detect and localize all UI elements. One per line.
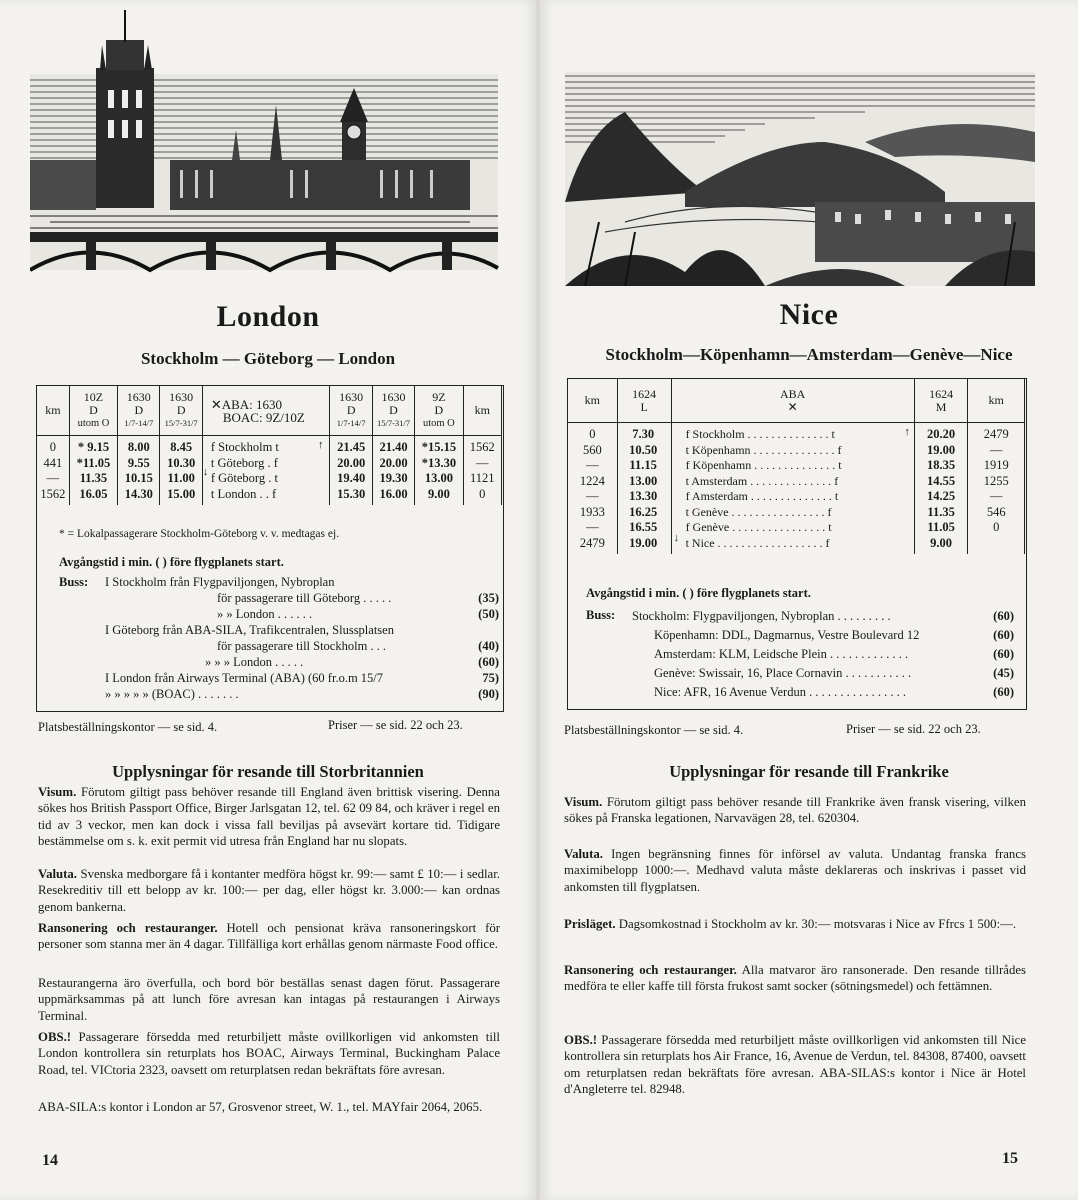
flight-type: D	[389, 403, 398, 417]
bus-line-text: för passagerare till Stockholm . . .	[217, 639, 387, 653]
bus-line-text: » » » London . . . . .	[205, 655, 304, 669]
timetable-notes	[586, 585, 1014, 702]
km-value: 0	[993, 520, 1000, 534]
para-text: Förutom giltigt pass behöver resande till England även brittisk visering. Denna sökes hos British Passport Office, Birger Jarlsgatan 12, tel. 62 09 84, och kräver i regel en tid av 3 veckor, men kan dock i vissa fall beviljas på avsevärt kortare tid. Tidigare bestämmelse om s. k. exit permit vid utresa från England har nu slopats.	[38, 785, 500, 849]
airline-line: ABA	[780, 386, 806, 401]
km-value: 1121	[470, 471, 495, 485]
time-value: * 9.15	[77, 440, 110, 454]
time-value: 11.35	[79, 471, 108, 485]
prices-ref: Priser — se sid. 22 och 23.	[846, 722, 981, 736]
flight-number: 1624	[632, 386, 657, 401]
time-value: 9.55	[127, 455, 150, 470]
para-lead: Valuta.	[564, 847, 603, 861]
flight-type: D	[434, 403, 444, 417]
bus-line-text: I London från Airways Terminal (ABA) (60 fr.o.m 15/7	[105, 671, 384, 685]
para-lead: Visum.	[564, 795, 603, 809]
booking-ref: Platsbeställningskontor — se sid. 4.	[38, 720, 218, 734]
km-header-left: km	[568, 379, 618, 423]
station-name: f Genève . . . . . . . . . . . . . . . . t	[685, 520, 832, 534]
info-visa	[564, 794, 1026, 827]
time-column	[617, 423, 671, 555]
route-heading: Stockholm—Köpenhamn—Amsterdam—Genève—Nice	[605, 345, 1013, 364]
km-column	[37, 436, 70, 506]
station-name: t Göteborg . f	[210, 455, 278, 470]
km-value: 1919	[983, 458, 1009, 472]
flight-header	[617, 379, 671, 423]
bus-line-text: I Stockholm från Flygpaviljongen, Nybroplan	[105, 575, 335, 589]
flight-type: D	[89, 403, 98, 417]
bus-label: Buss:	[586, 608, 616, 622]
para-text: Alla matvaror äro ransonerade. Den resande tillrådes medföra te eller kaffe till första frukost samt socker (sötningsmedel) och fettämnen.	[564, 963, 1027, 994]
station-name: f Stockholm t	[210, 440, 279, 454]
bus-line	[105, 654, 498, 670]
para-lead: Ransonering och restauranger.	[564, 963, 737, 977]
bus-line-minutes: (90)	[478, 687, 499, 701]
flight-header	[69, 386, 117, 436]
station-name: t Nice . . . . . . . . . . . . . . . . . . f	[685, 535, 830, 550]
airline-line: ✕ABA: 1630	[210, 396, 283, 412]
time-value: 16.00	[379, 486, 408, 501]
info-visa	[38, 784, 500, 850]
bus-line-minutes: (60)	[993, 647, 1014, 661]
station-name: f Göteborg . t	[210, 471, 278, 485]
info-restaurants	[38, 975, 500, 1024]
flight-type: D	[176, 403, 186, 417]
bus-line-text: för passagerare till Göteborg . . . . .	[217, 591, 392, 605]
bus-line	[632, 626, 1014, 645]
bus-line	[105, 574, 498, 590]
station-name: t Genève . . . . . . . . . . . . . . . . f	[685, 504, 832, 519]
bus-line	[632, 664, 1014, 683]
para-text: Passagerare försedda med returbiljett måste ovillkorligen vid ankomsten till Nice kontrollera sin returplats hos Air France, 16, Avenue de Verdun, tel. 84308, 87400, oavsett om returplatsen redan bekräftats före avresan. ABA-SILAS:s kontor i Nice är Hotel d'Angleterre tel. 82948.	[564, 1033, 1026, 1097]
km-column	[968, 423, 1025, 555]
info-currency	[564, 846, 1026, 895]
info-heading: Upplysningar för resande till Storbritannien	[112, 762, 424, 781]
km-value: 2479	[983, 427, 1009, 441]
km-value: 560	[582, 442, 602, 457]
footnote: * = Lokalpassagerare Stockholm-Göteborg v. v. medtagas ej.	[59, 528, 340, 540]
flight-note: 15/7-31/7	[376, 418, 411, 428]
km-value: —	[586, 489, 599, 503]
time-value: 16.25	[629, 504, 658, 519]
direction-arrow-down-icon: ↓	[673, 532, 680, 544]
km-value: 1562	[40, 486, 66, 501]
bus-line-text: I Göteborg från ABA-SILA, Trafikcentralen, Slussplatsen	[105, 623, 394, 637]
flight-type: M	[935, 399, 947, 414]
flight-type: D	[346, 403, 356, 417]
bus-line-minutes: (35)	[478, 591, 499, 605]
time-value: 10.50	[629, 442, 658, 457]
bus-line	[632, 645, 1014, 664]
flight-number: 1630	[169, 390, 194, 404]
station-name: t Köpenhamn . . . . . . . . . . . . . . f	[685, 442, 842, 457]
para-text: Passagerare försedda med returbiljett måste ovillkorligen vid ankomsten till London kontrollera sin returplats hos BOAC, Airways Terminal, Buckingham Palace Road, tel. VICtoria 2323, oavsett om returplatsen redan bekräftats före avresan.	[38, 1030, 500, 1077]
time-value: 21.45	[337, 440, 366, 454]
time-value: 13.00	[424, 471, 453, 485]
time-column	[415, 436, 463, 506]
info-obs	[564, 1032, 1026, 1098]
bus-line-text: Stockholm: Flygpaviljongen, Nybroplan . . . . . . . . .	[632, 609, 891, 623]
time-value: 19.40	[337, 471, 366, 485]
km-value: —	[46, 471, 60, 485]
para-lead: OBS.!	[564, 1033, 598, 1047]
bus-line	[105, 670, 498, 686]
km-column	[463, 436, 501, 506]
airline-line: ✕	[787, 399, 798, 414]
flight-type: L	[640, 399, 648, 414]
flight-number: 1630	[126, 390, 151, 404]
departure-note: Avgångstid i min. ( ) före flygplanets start.	[59, 555, 284, 569]
flight-note: utom O	[422, 418, 455, 429]
time-value: 15.00	[167, 486, 196, 501]
bus-line	[105, 638, 498, 654]
info-prices	[564, 916, 1026, 932]
time-value: 9.00	[427, 486, 450, 501]
time-column	[160, 436, 202, 506]
route-header	[202, 386, 330, 436]
time-column	[69, 436, 117, 506]
time-column	[372, 436, 414, 506]
station-column	[671, 423, 914, 555]
para-lead: Ransonering och restauranger.	[38, 921, 218, 935]
bus-line-text: Nice: AFR, 16 Avenue Verdun . . . . . . . . . . . . . . . .	[654, 685, 906, 699]
time-value: 11.05	[927, 520, 955, 534]
bus-line	[632, 607, 1014, 626]
para-lead: Valuta.	[38, 867, 77, 881]
flight-header	[914, 379, 968, 423]
time-column	[330, 436, 372, 506]
info-obs	[38, 1029, 500, 1078]
time-value: 19.00	[927, 442, 956, 457]
time-value: 15.30	[337, 486, 366, 501]
station-name: t Amsterdam . . . . . . . . . . . . . . f	[685, 473, 839, 488]
bus-line-text: Amsterdam: KLM, Leidsche Plein . . . . . . . . . . . . .	[654, 647, 909, 661]
bus-info	[59, 574, 499, 702]
station-name: f Köpenhamn . . . . . . . . . . . . . . t	[685, 458, 842, 472]
time-value: 9.00	[930, 535, 953, 550]
bus-line	[105, 622, 498, 638]
para-text: Ingen begränsning finnes för införsel av valuta. Undantag franska francs maximibelopp 1000:—. Medhavd valuta måste deklareras och inskrivas i passet vid ankomsten till flygplatsen.	[564, 847, 1026, 894]
km-column	[568, 423, 618, 555]
page-right	[540, 0, 1078, 1200]
flight-header	[118, 386, 160, 436]
bus-line-text: Köpenhamn: DDL, Dagmarnus, Vestre Boulevard 12	[654, 628, 920, 642]
bus-line-text: » » London . . . . . .	[217, 607, 313, 621]
km-value: 1224	[579, 473, 605, 488]
km-value: 0	[479, 486, 486, 501]
flight-number: 10Z	[83, 390, 104, 404]
station-column	[202, 436, 330, 506]
time-value: 16.55	[629, 520, 658, 534]
flight-header	[415, 386, 463, 436]
bus-line-minutes: (60)	[993, 609, 1014, 623]
km-value: —	[989, 489, 1003, 503]
route-heading: Stockholm — Göteborg — London	[140, 349, 396, 368]
km-value: 441	[43, 455, 63, 470]
para-lead: OBS.!	[38, 1030, 72, 1044]
city-title: London	[216, 300, 320, 333]
time-value: 11.35	[927, 504, 955, 519]
flight-type: D	[134, 403, 144, 417]
time-value: 7.30	[632, 427, 655, 441]
time-value: 10.15	[124, 471, 153, 485]
km-value: 1562	[469, 440, 495, 454]
bus-line-minutes: (60)	[993, 628, 1014, 642]
time-value: 14.30	[124, 486, 153, 501]
departure-note: Avgångstid i min. ( ) före flygplanets start.	[586, 586, 811, 600]
km-value: 0	[589, 427, 596, 441]
bus-line-text: » » » » » (BOAC) . . . . . . .	[105, 687, 239, 701]
km-header-left: km	[37, 386, 70, 436]
km-value: 0	[49, 440, 57, 454]
london-skyline-illustration	[30, 10, 500, 275]
bus-line	[105, 606, 498, 622]
page-number: 15	[1002, 1150, 1018, 1167]
bus-label: Buss:	[59, 575, 89, 589]
km-value: 546	[986, 504, 1006, 519]
direction-arrow-up-icon: ↑	[317, 439, 324, 451]
km-value: 1255	[983, 473, 1009, 488]
time-value: 14.55	[927, 473, 956, 488]
km-header-right: km	[463, 386, 501, 436]
flight-note: utom O	[77, 418, 110, 429]
km-value: —	[586, 458, 599, 472]
info-heading: Upplysningar för resande till Frankrike	[669, 762, 949, 781]
time-value: *11.05	[76, 455, 111, 470]
timetable	[36, 385, 502, 505]
city-title: Nice	[779, 298, 839, 331]
para-text: ABA-SILA:s kontor i London ar 57, Grosvenor street, W. 1., tel. MAYfair 2064, 2065.	[38, 1100, 483, 1114]
bus-line-minutes: (60)	[478, 655, 499, 669]
flight-note: 1/7-14/7	[124, 418, 154, 428]
time-value: 11.00	[167, 471, 195, 485]
time-value: 20.00	[337, 455, 366, 470]
time-value: 20.20	[927, 427, 956, 441]
bus-info	[586, 607, 1014, 702]
station-name: f Amsterdam . . . . . . . . . . . . . . t	[685, 489, 839, 503]
time-value: 8.45	[170, 440, 193, 454]
station-name: t London . . f	[210, 486, 277, 501]
airline-line: BOAC: 9Z/10Z	[222, 409, 305, 425]
time-value: 13.30	[629, 489, 658, 503]
time-value: 13.00	[629, 473, 658, 488]
km-value: 2479	[579, 535, 605, 550]
time-value: 10.30	[167, 455, 196, 470]
bus-line	[105, 590, 498, 606]
direction-arrow-down-icon: ↓	[202, 466, 209, 478]
flight-header	[372, 386, 414, 436]
timetable	[567, 378, 1025, 554]
time-value: 20.00	[379, 455, 408, 470]
para-text: Förutom giltigt pass behöver resande till Frankrike även fransk visering, vilken sökes på Franska legationen, Narvavägen 28, tel. 620304.	[564, 795, 1026, 826]
para-text: Hotell och pensionat kräva ransoneringskort för personer som stanna mer än 4 dagar. Tillfälliga kort erhållas genom närmaste Food office.	[38, 921, 500, 952]
flight-number: 9Z	[432, 390, 446, 404]
bus-line-text: Genève: Swissair, 16, Place Cornavin . . . . . . . . . . .	[654, 666, 912, 680]
nice-coast-illustration	[565, 72, 1035, 288]
bus-lines	[105, 574, 498, 702]
bus-line	[632, 683, 1014, 702]
km-value: —	[476, 455, 489, 470]
time-value: 16.05	[79, 486, 108, 501]
timetable-box	[36, 385, 504, 712]
station-name: f Stockholm . . . . . . . . . . . . . . t	[685, 427, 835, 441]
flight-number: 1630	[339, 390, 364, 404]
page-number: 14	[42, 1152, 58, 1169]
booking-ref: Platsbeställningskontor — se sid. 4.	[564, 723, 744, 737]
time-column	[914, 423, 968, 555]
para-text: Restaurangerna äro överfulla, och bord bör beställas senast dagen förut. Passagerare uppmärksammas på att lunch före avresan kan intagas på restaurangen i Airways Terminal.	[38, 976, 500, 1023]
para-lead: Prisläget.	[564, 917, 616, 931]
info-rationing	[564, 962, 1026, 995]
flight-number: 1630	[381, 390, 406, 404]
time-column	[118, 436, 160, 506]
time-value: 19.30	[379, 471, 408, 485]
bus-lines	[632, 607, 1014, 702]
km-header-right: km	[968, 379, 1025, 423]
page-left	[0, 0, 536, 1200]
km-value: —	[989, 442, 1003, 457]
bus-line-minutes: (60)	[993, 685, 1014, 699]
flight-header	[330, 386, 372, 436]
info-rationing	[38, 920, 500, 953]
timetable-notes	[59, 526, 499, 702]
flight-note: 15/7-31/7	[164, 418, 198, 428]
para-lead: Visum.	[38, 785, 77, 799]
para-text: Svenska medborgare få i kontanter medföra högst kr. 99:— samt £ 10:— i sedlar. Resekreditiv till ett belopp av kr. 100:— per dag, eller högst kr. 3.000:— kan ordnas genom bankerna.	[38, 867, 500, 914]
time-value: *13.30	[421, 455, 457, 470]
route-header	[671, 379, 914, 423]
info-currency	[38, 866, 500, 915]
prices-ref: Priser — se sid. 22 och 23.	[328, 718, 463, 732]
para-text: Dagsomkostnad i Stockholm av kr. 30:— motsvaras i Nice av Ffrcs 1 500:—.	[615, 917, 1017, 931]
bus-line-minutes: (45)	[993, 666, 1014, 680]
time-value: 8.00	[127, 440, 150, 454]
timetable-box	[567, 378, 1027, 710]
time-value: *15.15	[421, 440, 457, 454]
time-value: 19.00	[629, 535, 658, 550]
bus-line-minutes: (50)	[478, 607, 499, 621]
time-value: 18.35	[927, 458, 956, 472]
time-value: 21.40	[379, 440, 408, 454]
bus-line-minutes: 75)	[482, 671, 499, 685]
km-value: —	[586, 520, 599, 534]
bus-line-minutes: (40)	[478, 639, 499, 653]
bus-line	[105, 686, 498, 702]
time-value: 14.25	[927, 489, 956, 503]
info-office	[38, 1099, 500, 1115]
time-value: 11.15	[629, 458, 657, 472]
direction-arrow-up-icon: ↑	[904, 426, 910, 438]
flight-note: 1/7-14/7	[336, 418, 366, 428]
flight-number: 1624	[929, 386, 954, 401]
km-value: 1933	[579, 504, 605, 519]
flight-header	[160, 386, 202, 436]
